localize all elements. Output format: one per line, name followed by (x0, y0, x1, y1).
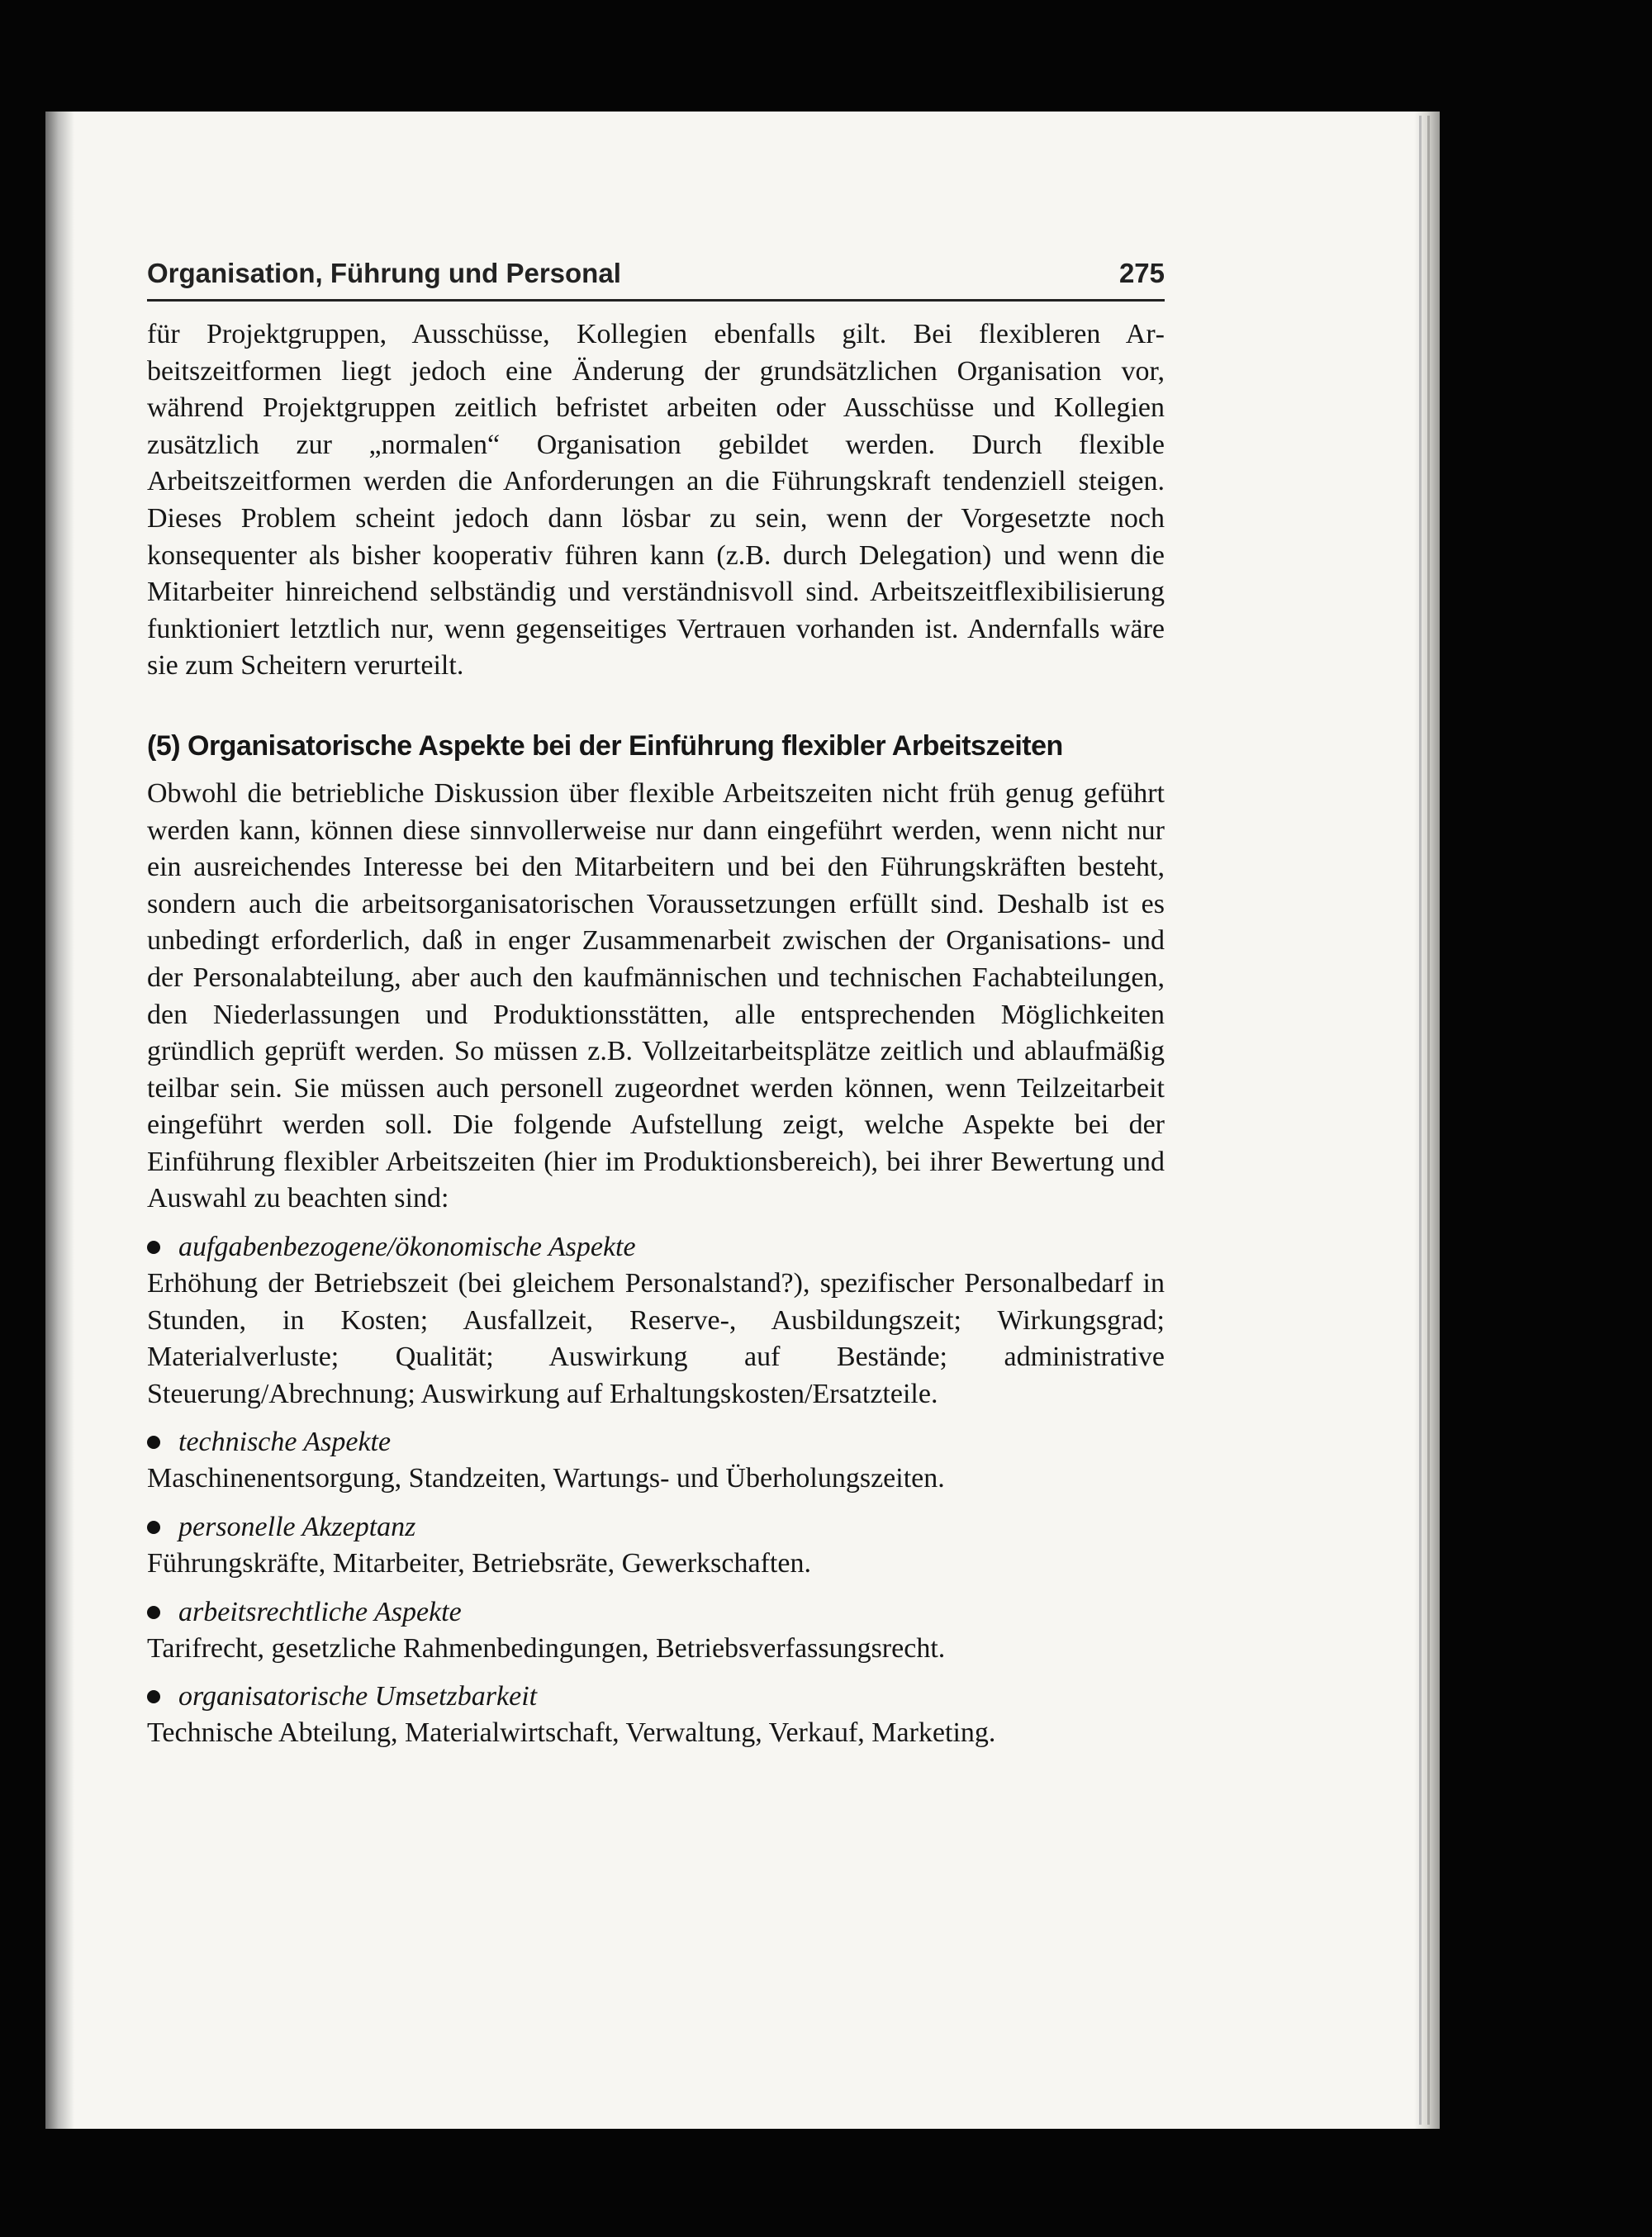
list-item-text: Maschinenentsorgung, Standzeiten, Wartungs- und Überholungszeiten. (147, 1463, 945, 1494)
list-item-text: Führungskräfte, Mitarbeiter, Betriebsräte, Gewerkschaften. (147, 1548, 811, 1579)
list-item (147, 1679, 1165, 1752)
aspect-list (147, 1229, 1165, 1752)
list-item-heading (147, 1509, 1165, 1546)
list-item-title: arbeitsrechtliche Aspekte (178, 1596, 462, 1627)
running-head (147, 258, 1165, 299)
list-item-heading (147, 1594, 1165, 1631)
gutter-shadow (45, 112, 74, 2129)
list-item-text: Erhöhung der Betriebszeit (bei gleichem Personalstand?), spezifischer Personalbedarf in Stunden, in Kosten; Ausfallzeit, Reserve-, Ausbildungszeit; Wirkungsgrad; Materialverluste; Qualität; Auswirkung auf Bestände; administrative Steuerung/Abrechnung; Auswirkung auf Erhaltungskosten/Ersatzteile. (147, 1268, 1165, 1409)
list-item-heading (147, 1679, 1165, 1715)
bullet-icon (147, 1690, 160, 1703)
section-heading: (5) Organisatorische Aspekte bei der Einführung flexibler Arbeitszeiten (147, 729, 1063, 762)
bullet-icon (147, 1436, 160, 1449)
list-item-heading (147, 1424, 1165, 1460)
running-head-title: Organisation, Führung und Personal (147, 258, 621, 288)
list-item (147, 1509, 1165, 1583)
list-item-title: technische Aspekte (178, 1427, 392, 1458)
header-rule (147, 299, 1165, 302)
page-edge-line (1427, 116, 1430, 2125)
list-item-heading (147, 1229, 1165, 1266)
bullet-icon (147, 1241, 160, 1254)
list-item-title: aufgabenbezogene/ökonomische Aspekte (178, 1232, 636, 1263)
list-item (147, 1424, 1165, 1498)
list-item (147, 1229, 1165, 1413)
list-item-title: personelle Akzeptanz (178, 1512, 416, 1543)
list-item-title: organisatorische Umsetzbarkeit (178, 1681, 538, 1712)
list-item-text: Tarifrecht, gesetzliche Rahmenbedingungen, Betriebsverfassungsrecht. (147, 1632, 946, 1664)
bullet-icon (147, 1606, 160, 1619)
page-number: 275 (1118, 258, 1165, 288)
list-item-text: Technische Abteilung, Materialwirtschaft, Verwaltung, Verkauf, Marketing. (147, 1717, 996, 1749)
bullet-icon (147, 1521, 160, 1534)
page-edge-line (1419, 116, 1422, 2125)
section-paragraph: Obwohl die betriebliche Diskussion über flexible Arbeitszeiten nicht früh genug geführt werden kann, können diese sinnvollerweise nur dann eingeführt werden, wenn nicht nur ein ausreichendes Interesse bei den Mitarbeitern und bei den Führungskräften besteht, sondern auch die arbeitsorganisatorischen Voraussetzungen erfüllt sind. Deshalb ist es unbedingt erforderlich, daß in enger Zusammenarbeit zwischen der Organisations- und der Personalabteilung, aber auch den kaufmännischen und technischen Fachabteilungen, den Niederlassungen und Produktionsstätten, alle entsprechenden Möglichkeiten gründlich geprüft werden. So müssen z.B. Vollzeitarbeitsplätze zeitlich und ablaufmäßig teilbar sein. Sie müssen auch personell zugeordnet werden können, wenn Teilzeitarbeit eingeführt werden soll. Die folgende Aufstellung zeigt, welche Aspekte bei der Einführung flexibler Arbeitszeiten (hier im Produktionsbereich), bei ihrer Bewertung und Auswahl zu beachten sind: (147, 777, 1165, 1214)
continuation-paragraph: für Projektgruppen, Ausschüsse, Kollegien ebenfalls gilt. Bei flexibleren Arbeitszeitformen liegt jedoch eine Änderung der grundsätzlichen Organisation vor, während Projektgruppen zeitlich befristet arbeiten oder Ausschüsse und Kollegien zusätzlich zur „normalen“ Organisation gebildet werden. Durch flexible Arbeitszeitformen werden die Anforderungen an die Führungskraft tendenziell steigen. Dieses Problem scheint jedoch dann lösbar zu sein, wenn der Vorgesetzte noch konsequenter als bisher kooperativ führen kann (z.B. durch Delegation) und wenn die Mitarbeiter hinreichend selbständig und verständnisvoll sind. Arbeitszeitflexibilisierung funktioniert letztlich nur, wenn gegenseitiges Vertrauen vorhanden ist. Andernfalls wäre sie zum Scheitern verurteilt. (147, 319, 1165, 682)
list-item (147, 1594, 1165, 1668)
page-content (147, 258, 1165, 1752)
